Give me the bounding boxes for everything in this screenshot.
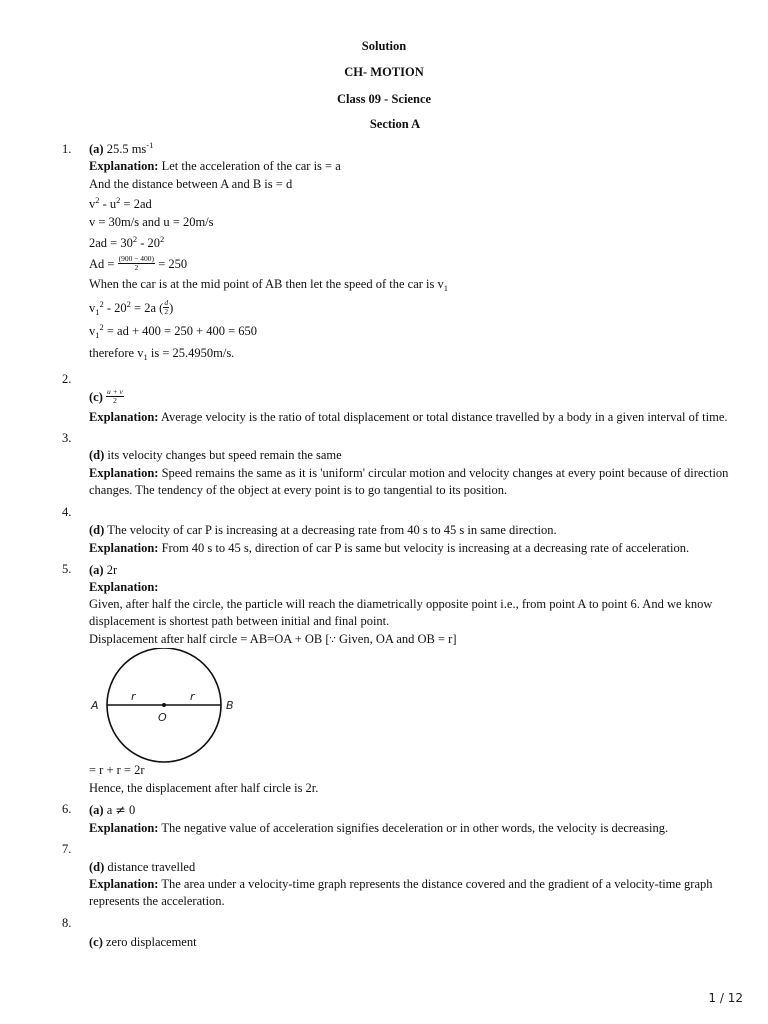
explanation-text: Speed remains the same as it is 'uniform' circular motion and velocity changes at every point because of direction — [161, 466, 729, 480]
because-symbol: ∵ — [329, 635, 336, 646]
explanation-line: When the car is at the mid point of AB then let the speed of the car is $v_1$ — [89, 277, 449, 293]
answer-text: zero displacement — [106, 935, 197, 949]
superscript: -1 — [146, 140, 154, 150]
explanation-text: From 40 s to 45 s, direction of car P is same but velocity is increasing at a decreasing rate of acceleration. — [161, 541, 690, 555]
explanation-line — [89, 409, 728, 425]
option-label: (d) — [89, 523, 105, 537]
fraction: $\frac{(900 - 400)}{2}$ — [118, 253, 155, 272]
explanation-line: Given, after half the circle, the particle will reach the diametrically opposite point i.e., from point A to point 6. And we know — [89, 597, 713, 611]
fraction: $\frac{u + v}{2}$ — [107, 386, 123, 405]
explanation-line — [89, 820, 668, 836]
explanation-label: Explanation: — [89, 541, 159, 555]
question-number: 5. — [62, 562, 72, 576]
answer-line — [89, 447, 342, 463]
explanation-label: Explanation: — [89, 580, 159, 594]
answer-line — [89, 562, 117, 578]
answer-line — [89, 859, 195, 875]
explanation-label: Explanation: — [89, 821, 159, 835]
question-number: 3. — [62, 431, 72, 445]
explanation-line: Displacement after half circle = AB=OA + OB [∵ Given, OA and OB = r] — [89, 632, 457, 646]
radius-label: r — [190, 690, 195, 703]
option-label: (d) — [89, 860, 105, 874]
explanation-label: Explanation: — [89, 159, 159, 173]
doc-title: Solution — [361, 39, 407, 53]
explanation-label: Explanation: — [89, 410, 159, 424]
option-label: (c) — [89, 935, 103, 949]
explanation-label: Explanation: — [89, 877, 159, 891]
answer-text: 25.5 ms — [106, 142, 147, 156]
option-label: (a) — [89, 142, 104, 156]
equation-line: $v_1^2$ = ad + 400 = 250 + 400 = 650 — [89, 322, 258, 340]
question-number: 7. — [62, 842, 72, 856]
circle-diagram — [88, 648, 248, 764]
answer-line — [89, 141, 153, 157]
answer-line — [89, 934, 197, 950]
option-label: (c) — [89, 390, 103, 404]
equation-line: $v_1^2 - 20^2 = 2a$ ( $\frac{d}{2}$ ) — [89, 297, 174, 317]
option-label: (a) — [89, 563, 104, 577]
explanation-line — [89, 465, 728, 481]
fraction: $\frac{d}{2}$ — [164, 297, 169, 316]
answer-text: 2r — [106, 563, 118, 577]
question-number: 8. — [62, 916, 72, 930]
equation-line: therefore $v_1$ is = 25.4950m/s. — [89, 346, 235, 362]
class-title: Class 09 - Science — [336, 92, 432, 106]
explanation-text: The area under a velocity-time graph represents the distance covered and the gradient of a velocity-time graph — [161, 877, 713, 891]
option-label: (d) — [89, 448, 105, 462]
answer-line: (a) a ≠ 0 — [89, 802, 136, 817]
explanation-line: displacement is shortest path between initial and final point. — [89, 614, 390, 628]
explanation-line — [89, 158, 341, 174]
answer-line — [89, 522, 557, 538]
answer-line — [89, 386, 124, 407]
explanation-line — [89, 540, 689, 556]
equation-line: $2ad = 30^2 - 20^2$ — [89, 234, 165, 250]
explanation-label: Explanation: — [89, 466, 159, 480]
explanation-text: The negative value of acceleration signifies deceleration or in other words, the velocity is decreasing. — [161, 821, 669, 835]
question-number: 1. — [62, 142, 72, 156]
explanation-text: Let the acceleration of the car is = a — [161, 159, 341, 173]
explanation-line: changes. The tendency of the object at every point is to go tangential to its position. — [89, 483, 508, 497]
point-o-label: O — [158, 711, 167, 724]
explanation-line: represents the acceleration. — [89, 894, 225, 908]
explanation-line: And the distance between A and B is = d — [89, 177, 293, 191]
option-label: (a) — [89, 803, 104, 817]
equation-line: = r + r = 2r — [89, 763, 145, 777]
equation-line: $v^2 - u^2 = 2ad$ — [89, 195, 152, 211]
section-title: Section A — [369, 117, 421, 131]
question-number: 4. — [62, 505, 72, 519]
question-number: 6. — [62, 802, 72, 816]
answer-text: The velocity of car P is increasing at a decreasing rate from 40 s to 45 s in same direction. — [107, 523, 557, 537]
page-number: 1 / 12 — [708, 991, 743, 1005]
equation-line: Ad = $\frac{(900 - 400)}{2}$ = 250 — [89, 253, 188, 272]
equation-line: v = 30m/s and u = 20m/s — [89, 215, 214, 229]
radius-label: r — [131, 690, 136, 703]
not-equal-symbol: ≠ — [115, 802, 126, 817]
answer-text: its velocity changes but speed remain the same — [107, 448, 342, 462]
explanation-text: Average velocity is the ratio of total displacement or total distance travelled by a body in a given interval of time. — [160, 410, 728, 424]
center-point — [162, 703, 166, 707]
explanation-line: Hence, the displacement after half circle is 2r. — [89, 781, 319, 795]
point-b-label: B — [226, 699, 234, 712]
answer-text: distance travelled — [107, 860, 196, 874]
chapter-title: CH- MOTION — [344, 65, 424, 79]
point-a-label: A — [91, 699, 99, 712]
explanation-line — [89, 876, 713, 892]
question-number: 2. — [62, 372, 72, 386]
